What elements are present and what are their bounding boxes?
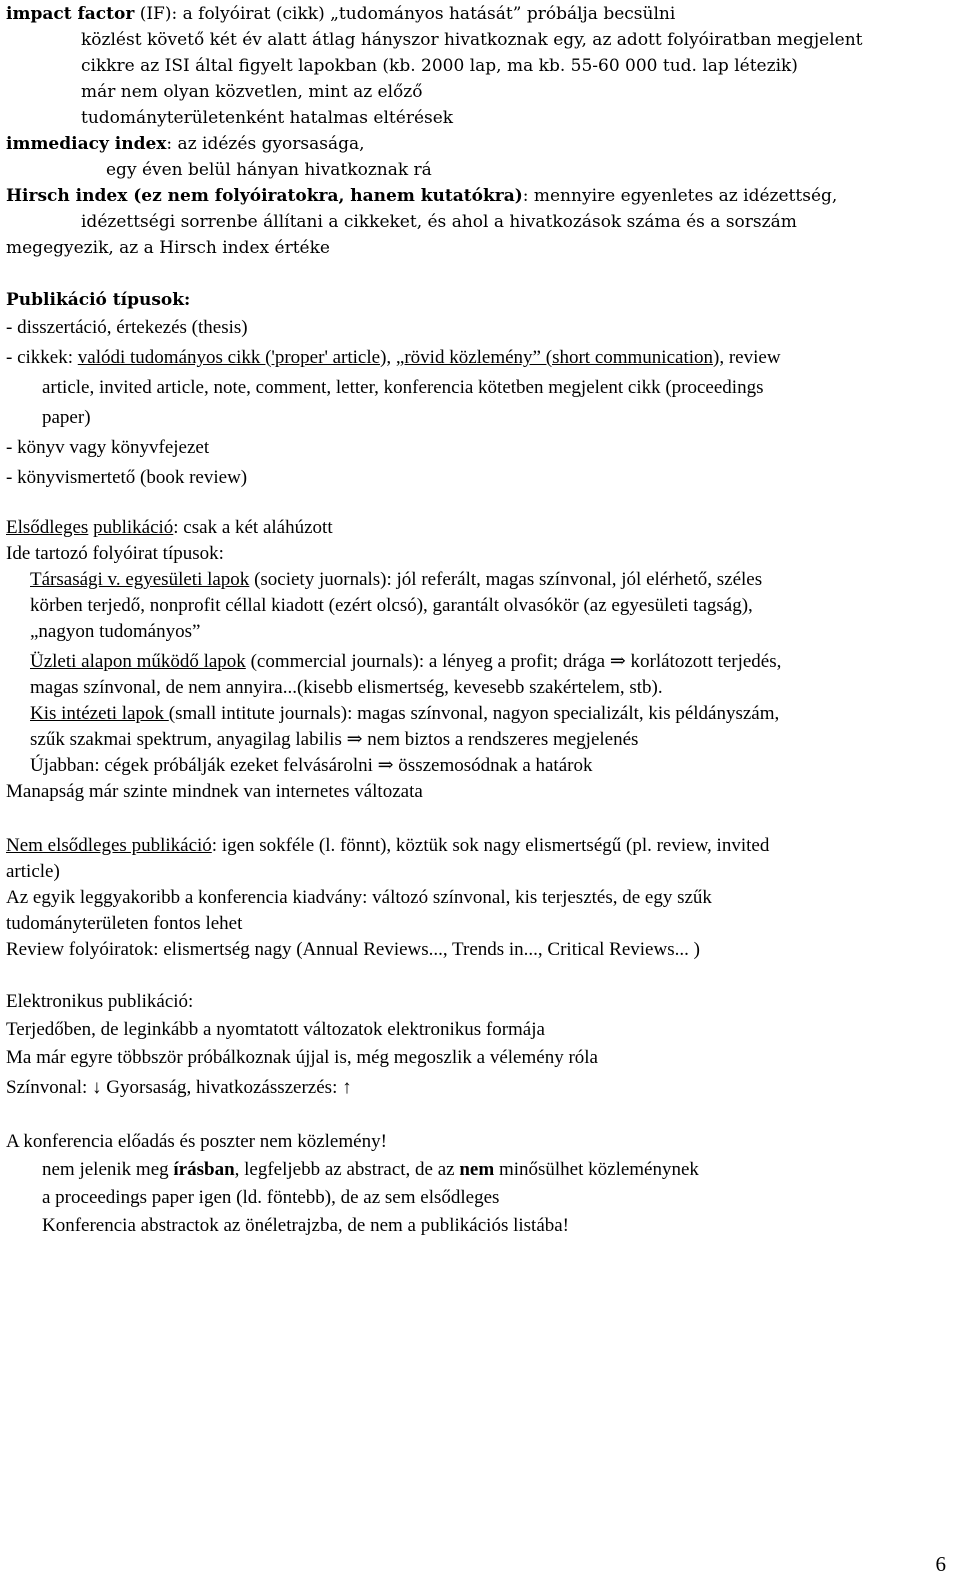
text-segment: Üzleti alapon működő lapok	[30, 651, 246, 672]
text-segment: - disszertáció, értekezés (thesis)	[6, 317, 248, 338]
non-primary-publication	[6, 834, 769, 858]
text-segment: Ma már egyre többször próbálkoznak újjal is, még megoszlik a vélemény róla	[6, 1047, 598, 1068]
text-segment: írásban	[173, 1159, 235, 1180]
text-segment: már nem olyan közvetlen, mint az előző	[81, 82, 423, 102]
society-journals	[30, 568, 762, 592]
text-segment: Elsődleges	[6, 517, 89, 538]
hirsch-definition	[6, 184, 837, 208]
text-segment: Manapság már szinte mindnek van internetes változata	[6, 781, 423, 802]
text-segment: : az idézés gyorsasága,	[166, 134, 365, 154]
text-segment: A konferencia előadás és poszter nem közlemény!	[6, 1131, 387, 1152]
text-segment: tudományterületen fontos lehet	[6, 913, 243, 934]
journal-types-heading	[6, 542, 224, 566]
if-note-1	[81, 80, 423, 104]
text-segment: a proceedings paper igen (ld. föntebb), de az sem elsődleges	[42, 1187, 500, 1208]
text-segment: : csak a két aláhúzott	[173, 517, 333, 538]
text-segment: paper)	[42, 407, 91, 428]
institute-journals	[30, 702, 779, 726]
text-segment: közlést követő két év alatt átlag hányszor hivatkoznak egy, az adott folyóiratban megjelent	[81, 30, 863, 50]
conference-heading	[6, 1130, 387, 1154]
if-note-2	[81, 106, 453, 130]
text-segment: szűk szakmai spektrum, anyagilag labilis ⇒ nem biztos a rendszeres megjelenés	[30, 729, 639, 750]
immediacy-definition	[6, 132, 365, 156]
text-segment: immediacy index	[6, 134, 167, 154]
electronic-line-1	[6, 1018, 545, 1042]
if-description-1	[81, 28, 863, 52]
text-segment: - könyv vagy könyvfejezet	[6, 437, 210, 458]
text-segment: article, invited article, note, comment, letter, konferencia kötetben megjelent cikk (proceedings	[42, 377, 764, 398]
text-segment: (society juornals): jól referált, magas színvonal, jól elérhető, széles	[249, 569, 763, 590]
text-segment: egy éven belül hányan hivatkoznak rá	[106, 160, 432, 180]
type-articles-cont-1	[42, 376, 763, 400]
text-segment: idézettségi sorrenbe állítani a cikkeket, és ahol a hivatkozások száma és a sorszám	[81, 212, 797, 232]
electronic-quality-speed	[6, 1076, 352, 1100]
text-segment: Hirsch index (ez nem folyóiratokra, hanem kutatókra)	[6, 186, 523, 206]
page-number: 6	[935, 1552, 946, 1576]
text-segment: magas színvonal, de nem annyira...(kisebb elismertség, kevesebb szakértelem, stb).	[30, 677, 663, 698]
text-segment: article)	[6, 861, 60, 882]
text-segment: , legfeljebb az abstract, de az	[234, 1159, 460, 1180]
text-segment: tudományterületenként hatalmas eltérések	[81, 108, 454, 128]
text-segment: körben terjedő, nonprofit céllal kiadott (ezért olcsó), garantált olvasókör (az egyesületi tagság),	[30, 595, 753, 616]
commercial-journals-cont	[30, 676, 663, 700]
text-segment: : igen sokféle (l. fönnt), köztük sok nagy elismertségű (pl. review, invited	[211, 835, 770, 856]
type-articles-cont-2	[42, 406, 91, 430]
text-segment: impact factor	[6, 4, 135, 24]
text-segment: (IF): a folyóirat (cikk) „tudományos hatását” próbálja becsülni	[134, 4, 676, 24]
review-journals	[6, 938, 700, 962]
text-segment: Publikáció típusok:	[6, 290, 191, 310]
text-segment: Az egyik leggyakoribb a konferencia kiadvány: változó színvonal, kis terjesztés, de egy szűk	[6, 887, 712, 908]
text-segment: Nem elsődleges publikáció	[6, 835, 212, 856]
text-segment: - cikkek:	[6, 347, 78, 368]
conference-proceedings	[6, 886, 712, 910]
primary-publication	[6, 516, 333, 540]
commercial-journals	[30, 650, 781, 674]
text-segment: minősülhet közleménynek	[494, 1159, 699, 1180]
publication-types-heading	[6, 288, 190, 312]
electronic-line-2	[6, 1046, 598, 1070]
text-segment: Színvonal: ↓ Gyorsaság, hivatkozásszerzés: ↑	[6, 1077, 352, 1098]
text-segment: Kis intézeti lapok	[30, 703, 169, 724]
text-segment: cikkre az ISI által figyelt lapokban (kb. 2000 lap, ma kb. 55-60 000 tud. lap létezik)	[81, 56, 798, 76]
text-segment: Review folyóiratok: elismertség nagy (Annual Reviews..., Trends in..., Critical Reviews... )	[6, 939, 700, 960]
text-segment: nem	[459, 1159, 495, 1180]
text-segment: review	[724, 347, 781, 368]
text-segment: (commercial journals): a lényeg a profit; drága ⇒ korlátozott terjedés,	[245, 651, 782, 672]
text-segment: „nagyon tudományos”	[30, 621, 201, 642]
text-segment: nem jelenik meg	[42, 1159, 174, 1180]
text-segment: Terjedőben, de leginkább a nyomtatott változatok elektronikus formája	[6, 1019, 545, 1040]
if-description-2	[81, 54, 798, 78]
online-note	[6, 780, 423, 804]
text-segment: valódi tudományos cikk ('proper' article),	[77, 347, 392, 368]
text-segment: Újabban: cégek próbálják ezeket felvásárolni ⇒ összemosódnak a határok	[30, 755, 593, 776]
society-journals-cont-1	[30, 594, 753, 618]
type-book-review	[6, 466, 247, 490]
institute-journals-cont	[30, 728, 638, 752]
text-segment: - könyvismertető (book review)	[6, 467, 248, 488]
non-primary-cont	[6, 860, 60, 884]
immediacy-description	[106, 158, 432, 182]
text-segment: „rövid közlemény” (short communication),	[395, 347, 725, 368]
text-segment: Ide tartozó folyóirat típusok:	[6, 543, 224, 564]
acquisition-note	[30, 754, 592, 778]
type-thesis	[6, 316, 248, 340]
electronic-publication-heading	[6, 990, 193, 1014]
hirsch-description-1	[81, 210, 797, 234]
hirsch-description-2	[6, 236, 330, 260]
society-journals-cont-2	[30, 620, 200, 644]
text-segment: (small intitute journals): magas színvonal, nagyon specializált, kis példányszám,	[168, 703, 780, 724]
conference-line-3	[42, 1214, 569, 1238]
conference-line-2	[42, 1186, 499, 1210]
text-segment: : mennyire egyenletes az idézettség,	[522, 186, 838, 206]
text-segment: publikáció	[93, 517, 174, 538]
conference-proceedings-cont	[6, 912, 242, 936]
text-segment: megegyezik, az a Hirsch index értéke	[6, 238, 330, 258]
text-segment: Társasági v. egyesületi lapok	[30, 569, 250, 590]
text-segment: Elektronikus publikáció:	[6, 991, 194, 1012]
if-definition	[6, 2, 675, 26]
text-segment: Konferencia abstractok az önéletrajzba, de nem a publikációs listába!	[42, 1215, 570, 1236]
conference-line-1	[42, 1158, 699, 1182]
type-articles	[6, 346, 781, 370]
type-book	[6, 436, 209, 460]
